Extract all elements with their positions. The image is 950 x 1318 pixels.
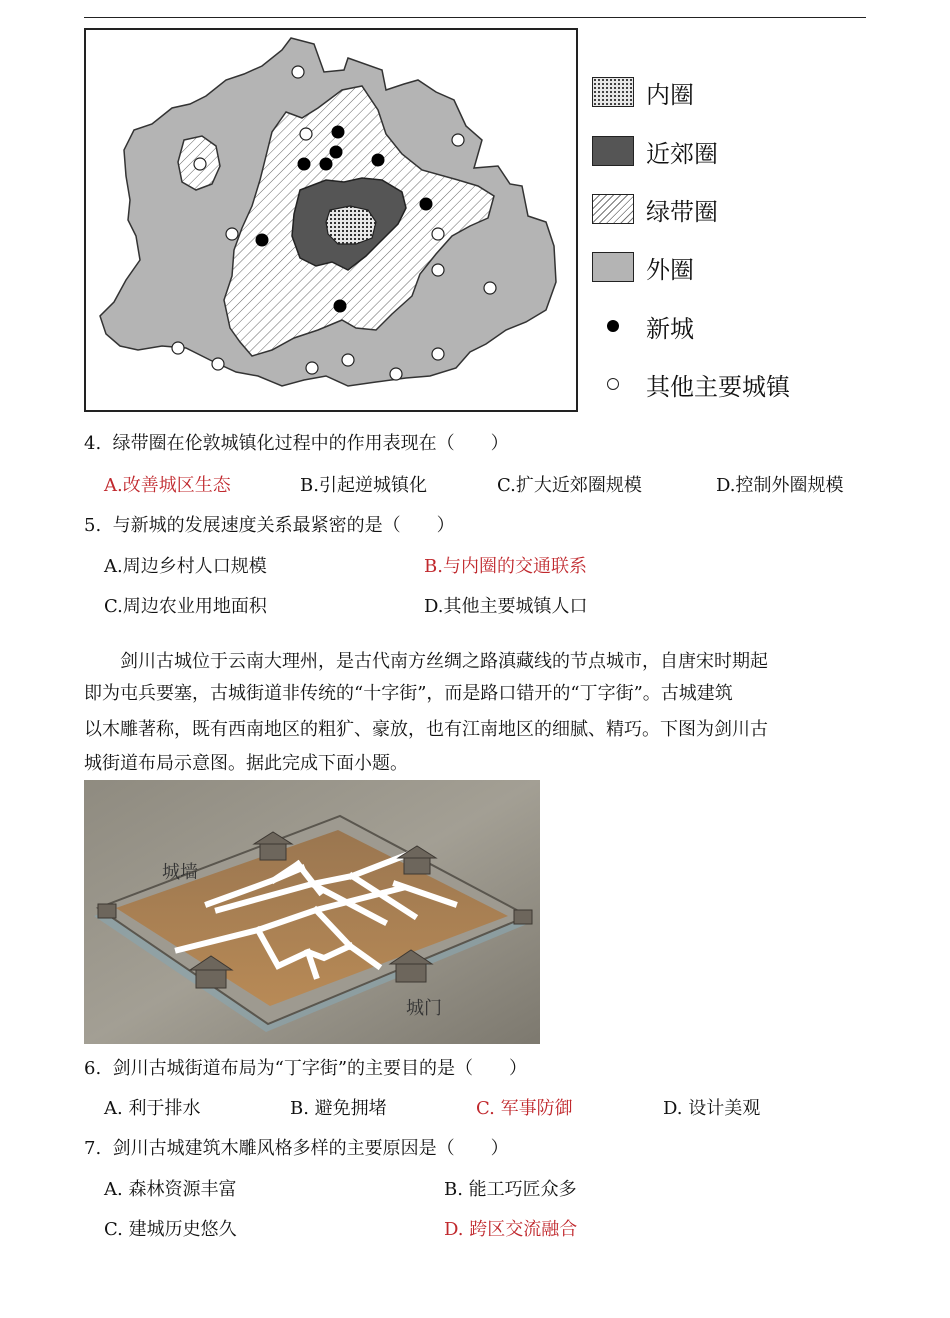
other-town-marker xyxy=(194,158,206,170)
tower xyxy=(396,962,426,982)
q5-option-d[interactable]: D.其他主要城镇人口 xyxy=(424,596,588,617)
q7-option-b[interactable]: B. 能工巧匠众多 xyxy=(444,1179,577,1200)
legend-near-suburb xyxy=(592,131,718,171)
new-town-marker xyxy=(420,198,433,211)
passage-line: 剑川古城位于云南大理州，是古代南方丝绸之路滇藏线的节点城市，自唐宋时期起 xyxy=(120,651,768,672)
other-town-marker xyxy=(432,348,444,360)
q7-option-d[interactable]: D. 跨区交流融合 xyxy=(444,1219,578,1240)
other-town-marker xyxy=(226,228,238,240)
question-text: 与新城的发展速度关系最紧密的是（ ） xyxy=(112,515,455,536)
other-town-marker xyxy=(390,368,402,380)
question-4 xyxy=(84,432,509,456)
top-rule xyxy=(84,17,866,18)
map-svg xyxy=(86,30,576,410)
other-town-marker xyxy=(300,128,312,140)
new-town-marker xyxy=(256,234,269,247)
tower xyxy=(260,842,286,860)
q5-option-a[interactable]: A.周边乡村人口规模 xyxy=(104,556,267,577)
other-town-marker xyxy=(292,66,304,78)
legend-inner-ring xyxy=(592,72,694,112)
question-text: 剑川古城街道布局为“丁字街”的主要目的是（ ） xyxy=(112,1058,528,1079)
inner-ring-area xyxy=(326,206,376,244)
new-town-marker xyxy=(330,146,343,159)
inner-ring-swatch xyxy=(592,77,634,107)
new-town-marker xyxy=(320,158,333,171)
street-diagram-svg xyxy=(84,780,540,1044)
legend-new-town xyxy=(592,306,694,346)
legend-other-town xyxy=(592,364,790,404)
legend-label: 内圈 xyxy=(646,80,694,109)
q7-option-a[interactable]: A. 森林资源丰富 xyxy=(104,1179,237,1200)
tower xyxy=(196,968,226,988)
legend-label: 外圈 xyxy=(646,255,694,284)
open-dot-icon xyxy=(607,378,619,390)
question-text: 剑川古城建筑木雕风格多样的主要原因是（ ） xyxy=(112,1138,509,1159)
legend-outer-ring xyxy=(592,247,694,287)
legend-green-belt xyxy=(592,189,718,229)
q4-option-b[interactable]: B.引起逆城镇化 xyxy=(300,475,427,496)
q6-option-d[interactable]: D. 设计美观 xyxy=(663,1098,761,1119)
legend-label: 绿带圈 xyxy=(646,197,718,226)
other-town-marker xyxy=(306,362,318,374)
london-ring-map xyxy=(84,28,578,412)
question-number: 7. xyxy=(84,1138,102,1159)
near-suburb-swatch xyxy=(592,136,634,166)
new-town-marker xyxy=(334,300,347,313)
other-town-marker xyxy=(172,342,184,354)
q5-option-c[interactable]: C.周边农业用地面积 xyxy=(104,596,267,617)
legend-label: 其他主要城镇 xyxy=(646,372,790,401)
q6-option-b[interactable]: B. 避免拥堵 xyxy=(290,1098,387,1119)
question-number: 5. xyxy=(84,515,102,536)
passage-line: 以木雕著称，既有西南地区的粗犷、豪放，也有江南地区的细腻、精巧。下图为剑川古 xyxy=(84,719,768,740)
q7-option-c[interactable]: C. 建城历史悠久 xyxy=(104,1219,237,1240)
question-text: 绿带圈在伦敦城镇化过程中的作用表现在（ ） xyxy=(112,433,509,454)
passage-line: 城街道布局示意图。据此完成下面小题。 xyxy=(84,753,408,774)
filled-dot-icon xyxy=(607,320,619,332)
other-town-marker xyxy=(342,354,354,366)
q6-option-c[interactable]: C. 军事防御 xyxy=(476,1098,573,1119)
new-town-marker xyxy=(298,158,311,171)
other-town-marker xyxy=(432,228,444,240)
legend-label: 新城 xyxy=(646,314,694,343)
new-town-marker xyxy=(372,154,385,167)
q6-option-a[interactable]: A. 利于排水 xyxy=(104,1098,201,1119)
new-town-marker xyxy=(332,126,345,139)
passage-line: 即为屯兵要塞，古城街道非传统的“十字街”，而是路口错开的“丁字街”。古城建筑 xyxy=(84,683,733,704)
green-belt-swatch xyxy=(592,194,634,224)
q4-option-d[interactable]: D.控制外圈规模 xyxy=(716,475,844,496)
question-number: 6. xyxy=(84,1058,102,1079)
q4-option-c[interactable]: C.扩大近郊圈规模 xyxy=(497,475,642,496)
q4-option-a[interactable]: A.改善城区生态 xyxy=(104,475,231,496)
jianchuan-street-diagram xyxy=(84,780,540,1044)
outer-ring-swatch xyxy=(592,252,634,282)
legend-label: 近郊圈 xyxy=(646,139,718,168)
other-town-marker xyxy=(212,358,224,370)
question-7 xyxy=(84,1137,509,1161)
other-town-marker xyxy=(452,134,464,146)
wall-label: 城墙 xyxy=(162,862,198,883)
question-6 xyxy=(84,1057,527,1081)
question-5 xyxy=(84,514,455,538)
tower xyxy=(404,856,430,874)
q5-option-b[interactable]: B.与内圈的交通联系 xyxy=(424,556,587,577)
other-town-marker xyxy=(432,264,444,276)
gate-label: 城门 xyxy=(406,998,442,1019)
question-number: 4. xyxy=(84,433,102,454)
tower xyxy=(514,910,532,924)
tower xyxy=(98,904,116,918)
other-town-marker xyxy=(484,282,496,294)
